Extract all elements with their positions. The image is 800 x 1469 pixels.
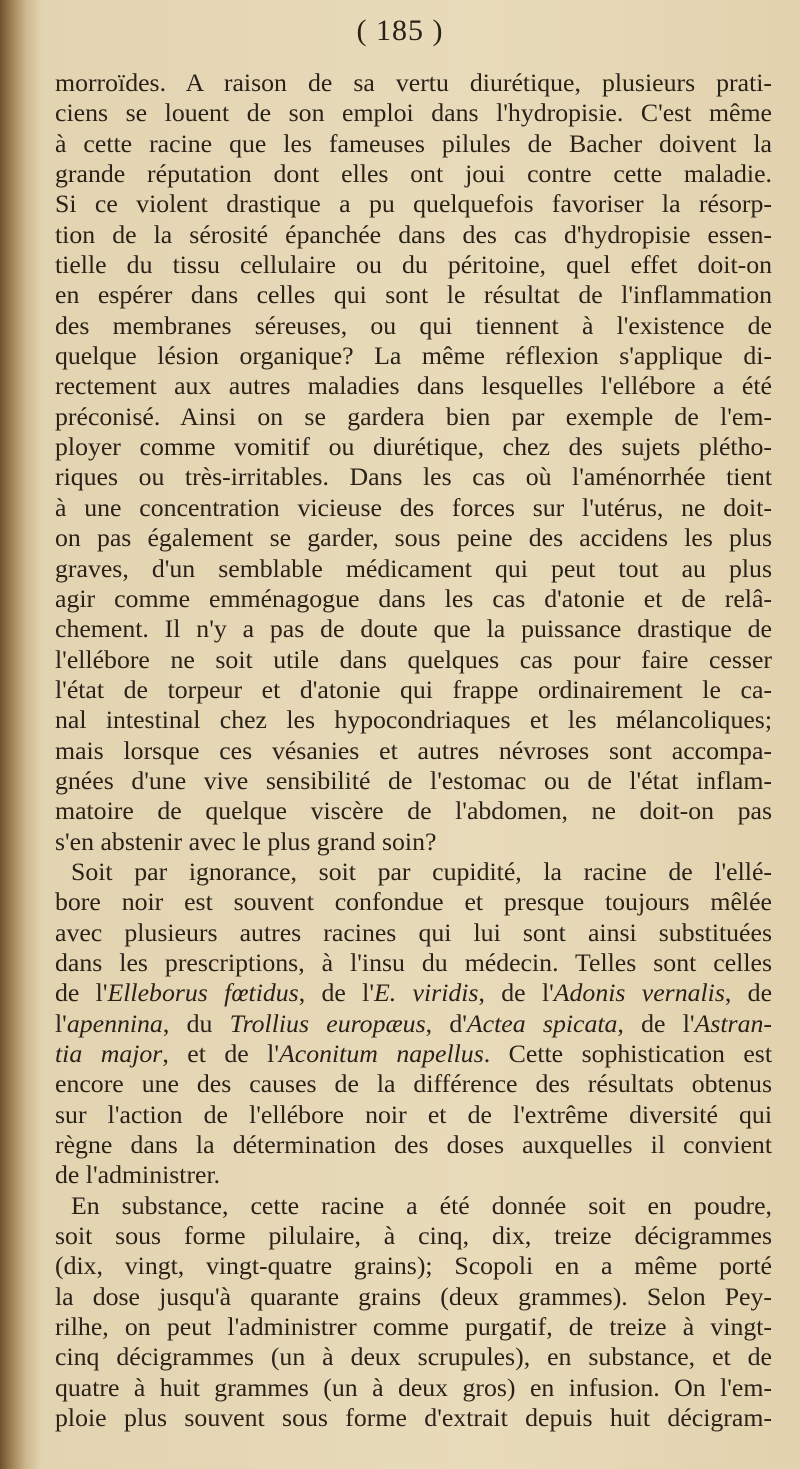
text-segment: , d' xyxy=(425,1008,467,1038)
text-segment: l' xyxy=(55,1008,67,1038)
text-line xyxy=(55,129,772,159)
text-segment: rilhe, on peut l'administrer comme purgatif, de treize à vingt- xyxy=(55,1312,772,1342)
text-segment: (dix, vingt, vingt-quatre grains); Scopoli en a même porté xyxy=(55,1251,772,1281)
text-line xyxy=(55,1039,772,1069)
text-segment: à cette racine que les fameuses pilules de Bacher doivent la xyxy=(55,128,772,158)
text-line xyxy=(55,796,772,826)
text-line xyxy=(55,705,772,735)
text-segment: en espérer dans celles qui sont le résultat de l'inflammation xyxy=(55,280,772,310)
page-number: ( 185 ) xyxy=(356,14,444,47)
text-segment: gnées d'une vive sensibilité de l'estomac ou de l'état inflam- xyxy=(55,765,772,795)
text-segment: graves, d'un semblable médicament qui peut tout au plus xyxy=(55,553,772,583)
text-segment: s'en abstenir avec le plus grand soin? xyxy=(55,826,437,856)
italic-text: apennina xyxy=(66,1008,163,1038)
text-segment: grande réputation dont elles ont joui contre cette maladie. xyxy=(55,159,772,189)
text-segment: agir comme emménagogue dans les cas d'atonie et de relâ- xyxy=(55,583,772,613)
text-line xyxy=(55,1403,772,1433)
text-segment: tion de la sérosité épanchée dans des cas d'hydropisie essen- xyxy=(55,219,772,249)
text-line xyxy=(55,554,772,584)
italic-text: Astran- xyxy=(694,1008,772,1038)
text-segment: , de l' xyxy=(298,978,374,1008)
text-line xyxy=(55,1100,772,1130)
text-line xyxy=(55,1130,772,1160)
text-segment: Si ce violent drastique a pu quelquefois favoriser la résorp- xyxy=(55,189,772,219)
text-segment: , de l' xyxy=(478,978,554,1008)
text-segment: la dose jusqu'à quarante grains (deux grammes). Selon Pey- xyxy=(55,1281,772,1311)
text-segment: l'état de torpeur et d'atonie qui frappe ordinairement le ca- xyxy=(55,674,772,704)
text-line xyxy=(55,493,772,523)
text-line xyxy=(55,827,772,857)
text-segment: tielle du tissu cellulaire ou du péritoine, quel effet doit-on xyxy=(55,250,772,280)
text-segment: ciens se louent de son emploi dans l'hydropisie. C'est même xyxy=(55,98,772,128)
text-segment: mais lorsque ces vésanies et autres névroses sont accompa- xyxy=(55,735,772,765)
text-segment: ployer comme vomitif ou diurétique, chez des sujets plétho- xyxy=(55,432,772,462)
text-line xyxy=(55,584,772,614)
text-line xyxy=(55,189,772,219)
text-segment: de l'administrer. xyxy=(55,1160,221,1190)
text-segment: à une concentration vicieuse des forces sur l'utérus, ne doit- xyxy=(55,492,772,522)
text-segment: rectement aux autres maladies dans lesquelles l'ellébore a été xyxy=(55,371,772,401)
italic-text: tia major xyxy=(55,1039,163,1068)
text-line xyxy=(55,159,772,189)
text-segment: bore noir est souvent confondue et presque toujours mêlée xyxy=(55,887,772,917)
text-segment: nal intestinal chez les hypocondriaques et les mélancoliques; xyxy=(55,705,772,735)
text-line xyxy=(55,1312,772,1342)
italic-text: Actea spicata xyxy=(466,1008,618,1038)
text-segment: morroïdes. A raison de sa vertu diurétique, plusieurs prati- xyxy=(55,68,772,97)
text-line xyxy=(55,1282,772,1312)
text-line xyxy=(55,68,772,98)
text-line xyxy=(55,736,772,766)
text-segment: matoire de quelque viscère de l'abdomen, ne doit-on pas xyxy=(55,796,772,826)
text-line xyxy=(55,1160,772,1190)
text-segment: ploie plus souvent sous forme d'extrait depuis huit décigram- xyxy=(55,1403,772,1433)
text-segment: Soit par ignorance, soit par cupidité, la racine de l'ellé- xyxy=(71,856,772,886)
text-line xyxy=(55,675,772,705)
text-segment: on pas également se garder, sous peine des accidens les plus xyxy=(55,523,772,553)
text-line xyxy=(55,98,772,128)
italic-text: Trollius europæus xyxy=(229,1008,426,1038)
text-segment: En substance, cette racine a été donnée soit en poudre, xyxy=(71,1190,772,1220)
text-segment: de l' xyxy=(55,978,108,1008)
text-line xyxy=(55,402,772,432)
text-segment: quatre à huit grammes (un à deux gros) en infusion. On l'em- xyxy=(55,1372,772,1402)
text-segment: soit sous forme pilulaire, à cinq, dix, treize décigrammes xyxy=(55,1221,772,1251)
text-line xyxy=(55,1373,772,1403)
text-line xyxy=(55,462,772,492)
text-line xyxy=(55,341,772,371)
text-segment: chement. Il n'y a pas de doute que la puissance drastique de xyxy=(55,614,772,644)
text-line xyxy=(55,1342,772,1372)
text-segment: des membranes séreuses, ou qui tiennent à l'existence de xyxy=(55,310,772,340)
text-line xyxy=(55,766,772,796)
text-line xyxy=(55,371,772,401)
italic-text: Elleborus fœtidus xyxy=(107,978,299,1008)
text-line xyxy=(55,1191,772,1221)
text-line xyxy=(55,1221,772,1251)
text-segment: , de l' xyxy=(617,1008,695,1038)
text-segment: règne dans la détermination des doses auxquelles il convient xyxy=(55,1130,772,1160)
text-segment: encore une des causes de la différence des résultats obtenus xyxy=(55,1069,772,1099)
text-line xyxy=(55,857,772,887)
text-line xyxy=(55,311,772,341)
text-segment: , et de l' xyxy=(162,1039,279,1068)
text-segment: , du xyxy=(162,1008,230,1038)
text-line xyxy=(55,523,772,553)
text-segment: riques ou très-irritables. Dans les cas où l'aménorrhée tient xyxy=(55,462,772,492)
text-segment: dans les prescriptions, à l'insu du médecin. Telles sont celles xyxy=(55,947,772,977)
text-line xyxy=(55,432,772,462)
text-line xyxy=(55,280,772,310)
text-segment: . Cette sophistication est xyxy=(483,1039,773,1068)
text-line xyxy=(55,887,772,917)
text-line xyxy=(55,1251,772,1281)
text-line xyxy=(55,978,772,1008)
text-line xyxy=(55,918,772,948)
text-line xyxy=(55,948,772,978)
text-segment: cinq décigrammes (un à deux scrupules), en substance, et de xyxy=(55,1342,772,1372)
text-segment: avec plusieurs autres racines qui lui sont ainsi substituées xyxy=(55,917,772,947)
italic-text: Adonis vernalis xyxy=(553,978,725,1008)
body-text xyxy=(55,68,772,1433)
text-segment: , de xyxy=(724,978,773,1008)
text-segment: sur l'action de l'ellébore noir et de l'extrême diversité qui xyxy=(55,1099,772,1129)
text-segment: préconisé. Ainsi on se gardera bien par exemple de l'em- xyxy=(55,401,772,431)
text-line xyxy=(55,614,772,644)
italic-text: Aconitum napellus xyxy=(278,1039,484,1068)
text-line xyxy=(55,1009,772,1039)
text-segment: l'ellébore ne soit utile dans quelques cas pour faire cesser xyxy=(55,644,772,674)
text-line xyxy=(55,220,772,250)
text-segment: quelque lésion organique? La même réflexion s'applique di- xyxy=(55,341,772,371)
italic-text: E. viridis xyxy=(374,978,479,1008)
text-line xyxy=(55,1069,772,1099)
text-line xyxy=(55,250,772,280)
text-line xyxy=(55,645,772,675)
